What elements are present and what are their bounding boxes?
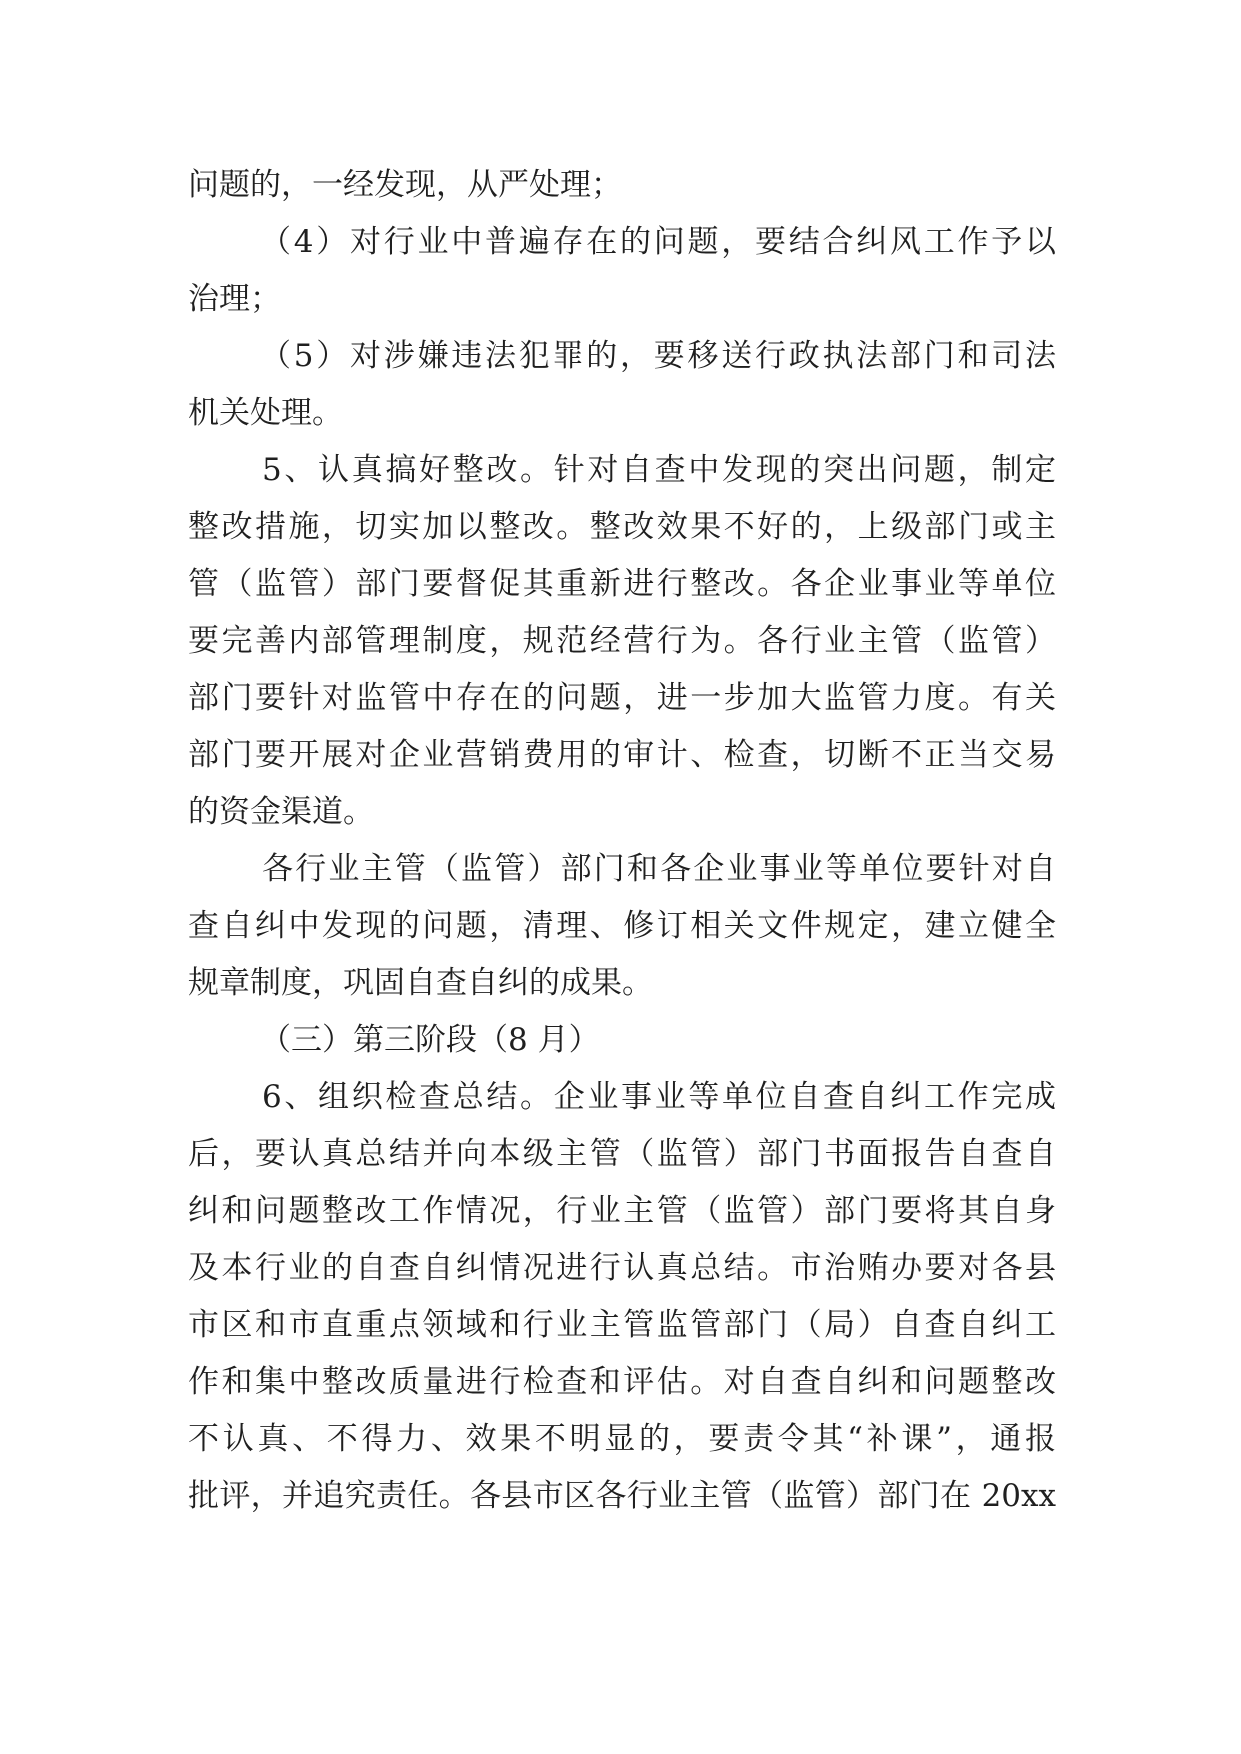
section-heading: （三）第三阶段（8 月） <box>260 1022 600 1058</box>
text-line-11: 部门要开展对企业营销费用的审计、检查，切断不正当交易 <box>188 737 1056 773</box>
text-line-22: 作和集中整改质量进行检查和评估。对自查自纠和问题整改 <box>188 1364 1056 1400</box>
text-line-2: （4）对行业中普遍存在的问题，要结合纠风工作予以 <box>260 224 1056 260</box>
text-line-20: 及本行业的自查自纠情况进行认真总结。市治贿办要对各县 <box>188 1250 1056 1286</box>
text-line-4: （5）对涉嫌违法犯罪的，要移送行政执法部门和司法 <box>260 338 1056 374</box>
text-line-6: 5、认真搞好整改。针对自查中发现的突出问题，制定 <box>262 452 1056 488</box>
text-line-24: 批评，并追究责任。各县市区各行业主管（监管）部门在 20xx <box>188 1478 1056 1514</box>
text-line-3: 治理； <box>188 281 281 317</box>
text-line-18: 后，要认真总结并向本级主管（监管）部门书面报告自查自 <box>188 1136 1056 1172</box>
text-line-7: 整改措施，切实加以整改。整改效果不好的，上级部门或主 <box>188 509 1056 545</box>
text-line-12: 的资金渠道。 <box>188 794 374 830</box>
text-line-14: 查自纠中发现的问题，清理、修订相关文件规定，建立健全 <box>188 908 1056 944</box>
text-line-13: 各行业主管（监管）部门和各企业事业等单位要针对自 <box>262 851 1056 887</box>
text-line-5: 机关处理。 <box>188 395 343 431</box>
text-line-8: 管（监管）部门要督促其重新进行整改。各企业事业等单位 <box>188 566 1056 602</box>
text-line-21: 市区和市直重点领域和行业主管监管部门（局）自查自纠工 <box>188 1307 1056 1343</box>
text-line-19: 纠和问题整改工作情况，行业主管（监管）部门要将其自身 <box>188 1193 1056 1229</box>
text-line-15: 规章制度，巩固自查自纠的成果。 <box>188 965 653 1001</box>
text-line-17: 6、组织检查总结。企业事业等单位自查自纠工作完成 <box>262 1079 1056 1115</box>
text-line-9: 要完善内部管理制度，规范经营行为。各行业主管（监管） <box>188 623 1056 659</box>
text-line-23: 不认真、不得力、效果不明显的，要责令其“补课”，通报 <box>188 1421 1056 1457</box>
text-line-10: 部门要针对监管中存在的问题，进一步加大监管力度。有关 <box>188 680 1056 716</box>
text-line-1: 问题的，一经发现，从严处理； <box>188 167 622 203</box>
